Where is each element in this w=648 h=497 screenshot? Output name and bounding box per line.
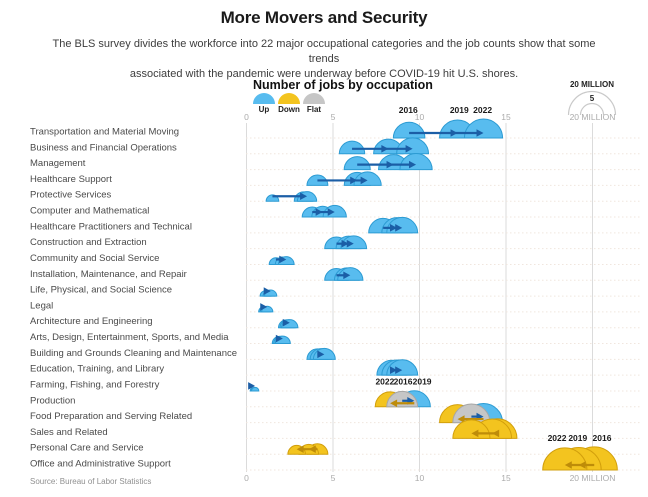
category-label: Legal [30,300,54,312]
category-label: Personal Care and Service [30,442,144,454]
chart-row [30,300,640,312]
bump-2016 [339,141,364,154]
category-label: Healthcare Support [30,173,112,185]
chart-row [30,138,640,154]
chart-row [30,190,640,202]
year-label: 2016 [393,376,413,387]
year-label: 2022 [473,104,493,115]
x-tick-top: 10 [414,112,425,122]
category-label: Production [30,395,76,407]
chart-row [30,285,640,297]
x-tick-top: 20 MILLION [569,112,616,122]
category-label: Healthcare Practitioners and Technical [30,221,192,233]
year-label: 2016 [592,432,612,443]
category-label: Food Preparation and Serving Related [30,411,193,423]
bump-2016 [344,157,370,170]
x-tick-bottom: 15 [501,473,511,483]
chart-row [30,205,640,217]
chart-row [30,376,640,391]
category-label: Farming, Fishing, and Forestry [30,379,160,391]
chart-row [30,268,640,281]
bump-2016 [393,122,425,138]
category-label: Education, Training, and Library [30,363,165,375]
category-label: Business and Financial Operations [30,142,177,154]
bump-2022 [400,153,432,169]
source-note: Source: Bureau of Labor Statistics [30,477,152,486]
subtitle-line-2: associated with the pandemic were underway before COVID-19 hit U.S. shores. [129,68,519,80]
chart-row [30,236,640,249]
chart-row [30,217,640,232]
chart-row [30,172,640,186]
size-legend-outer-label: 20 MILLION [569,80,614,89]
bump-2022 [464,119,502,138]
year-label: 2022 [375,376,395,387]
x-tick-bottom: 20 MILLION [569,473,616,483]
year-label: 2022 [547,432,567,443]
page-title: More Movers and Security [220,8,428,27]
category-label: Transportation and Material Moving [30,126,180,138]
chart-row [30,153,640,169]
category-label: Office and Administrative Support [30,458,171,470]
chart-title: Number of jobs by occupation [253,78,433,92]
x-tick-bottom: 0 [244,473,249,483]
category-label: Life, Physical, and Social Science [30,284,173,296]
category-label: Management [30,158,86,170]
legend-flat-label: Flat [306,105,322,114]
category-label: Protective Services [30,189,112,201]
chart-row [30,360,640,375]
chart-row [30,316,640,328]
x-tick-bottom: 10 [414,473,425,483]
category-label: Sales and Related [30,426,108,438]
bump-2022 [252,387,259,391]
category-label: Community and Social Service [30,252,160,264]
category-label: Building and Grounds Cleaning and Maintenance [30,347,238,359]
subtitle-line-1: The BLS survey divides the workforce into 22 major occupational categories and the job counts show that some trends [52,38,596,65]
year-label: 2019 [568,432,588,443]
size-legend-inner-label: 5 [589,94,595,103]
category-label: Construction and Extraction [30,237,147,249]
chart-row [30,253,640,265]
x-tick-top: 5 [330,112,336,122]
chart-row [30,332,640,344]
bump-2022 [397,138,429,154]
year-label: 2019 [449,104,469,115]
x-tick-top: 0 [244,112,249,122]
x-tick-top: 15 [501,112,511,122]
year-label: 2016 [398,104,418,115]
chart-row [30,348,640,360]
category-label: Computer and Mathematical [30,205,150,217]
category-label: Installation, Maintenance, and Repair [30,268,187,280]
year-label: 2019 [412,376,432,387]
legend-down-label: Down [278,105,300,114]
x-tick-bottom: 5 [330,473,336,483]
chart-row [30,443,640,455]
legend-up-label: Up [258,105,270,114]
category-label: Arts, Design, Entertainment, Sports, and Media [30,332,229,344]
category-label: Architecture and Engineering [30,316,153,328]
